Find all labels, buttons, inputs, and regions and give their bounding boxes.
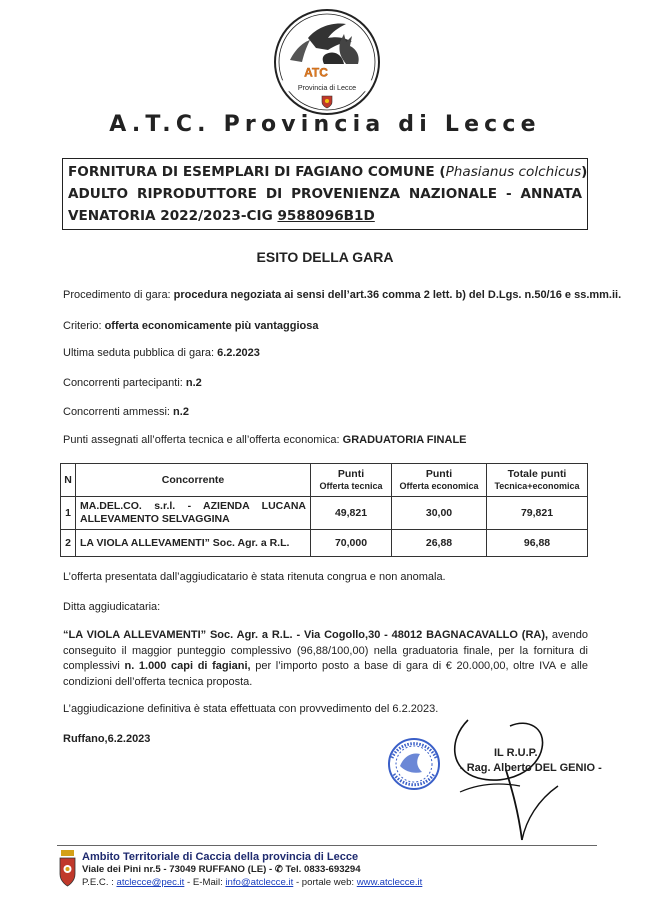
- footer-address: Viale dei Pini nr.5 - 73049 RUFFANO (LE) - ✆ Tel. 0833-693294: [82, 864, 361, 875]
- web-label: - portale web:: [293, 877, 357, 888]
- row-n: 1: [61, 497, 76, 530]
- field-participants: [63, 377, 202, 389]
- header-econ-sub: Offerta economica: [399, 481, 479, 491]
- field-value: procedura negoziata ai sensi dell’art.36 comma 2 lett. b) del D.Lgs. n.50/16 e ss.mm.ii.: [173, 289, 622, 301]
- header-tech: [311, 464, 392, 497]
- table-header-row: [61, 464, 588, 497]
- field-value: n.2: [185, 377, 202, 389]
- website-link[interactable]: www.atclecce.it: [356, 877, 423, 888]
- winner-company: “LA VIOLA ALLEVAMENTI” Soc. Agr. a R.L. - Via Cogollo,30 - 48012 BAGNACAVALLO (RA),: [63, 629, 549, 641]
- province-emblem-icon: [58, 850, 77, 888]
- header-tech-top: Punti: [337, 468, 365, 480]
- field-value: offerta economicamente più vantaggiosa: [104, 320, 319, 332]
- pec-label: P.E.C. :: [82, 877, 117, 888]
- logo-caption-text: Provincia di Lecce: [297, 83, 357, 92]
- field-admitted: [63, 406, 189, 418]
- row-competitor-line-2: ALLEVAMENTO SELVAGGINA: [80, 513, 230, 525]
- row-competitor: [76, 497, 311, 530]
- row-tech: 49,821: [311, 497, 392, 530]
- header-competitor: Concorrente: [76, 464, 311, 497]
- subject-box: [62, 158, 588, 230]
- place-date: Ruffano,6.2.2023: [63, 733, 151, 745]
- row-econ: 30,00: [392, 497, 487, 530]
- field-label: Concorrenti partecipanti:: [63, 377, 186, 389]
- result-heading: ESITO DELLA GARA: [256, 249, 394, 265]
- winner-quantity: n. 1.000 capi di fagiani,: [124, 660, 251, 672]
- field-last-session: [63, 347, 260, 359]
- header-total: [487, 464, 588, 497]
- header-econ-top: Punti: [425, 468, 453, 480]
- email-link[interactable]: info@atclecce.it: [225, 877, 294, 888]
- winner-line-3: [63, 659, 588, 675]
- official-stamp: [386, 736, 442, 792]
- subject-line-3-text: VENATORIA 2022/2023-CIG: [68, 208, 278, 224]
- row-econ: 26,88: [392, 530, 487, 557]
- field-criterion: [63, 320, 319, 332]
- handwritten-signature: [438, 700, 588, 850]
- footer-organization: Ambito Territoriale di Caccia della provincia di Lecce: [82, 851, 359, 863]
- winner-label: Ditta aggiudicataria:: [63, 601, 161, 613]
- header-econ: [392, 464, 487, 497]
- ranking-table: [60, 463, 588, 557]
- row-n: 2: [61, 530, 76, 557]
- species-name: Phasianus colchicus: [445, 164, 582, 180]
- footer-contacts: [82, 877, 422, 888]
- field-label: Ultima seduta pubblica di gara:: [63, 347, 218, 359]
- winner-paragraph: [63, 628, 588, 690]
- header-total-top: Totale punti: [507, 468, 567, 480]
- field-procedure: [63, 289, 621, 301]
- footer-divider: [57, 845, 597, 846]
- subject-line-3: [68, 205, 582, 227]
- table-row: [61, 497, 588, 530]
- winner-line-1: [63, 628, 588, 644]
- header-n: N: [61, 464, 76, 497]
- subject-line-1-close: ): [581, 164, 588, 180]
- header-total-sub: Tecnica+economica: [494, 481, 580, 491]
- winner-line-4: condizioni dell’offerta tecnica proposta.: [63, 675, 253, 688]
- winner-line-3-pre: complessivi: [63, 660, 125, 672]
- row-tech: 70,000: [311, 530, 392, 557]
- rup-name: - Rag. Alberto DEL GENIO -: [460, 762, 602, 774]
- field-label: Criterio:: [63, 320, 105, 332]
- field-label: Concorrenti ammessi:: [63, 406, 174, 418]
- atc-logo: [268, 8, 386, 116]
- field-value: 6.2.2023: [217, 347, 260, 359]
- header-tech-sub: Offerta tecnica: [319, 481, 383, 491]
- field-value: n.2: [173, 406, 189, 418]
- field-label: Procedimento di gara:: [63, 289, 174, 301]
- pec-link[interactable]: atclecce@pec.it: [116, 877, 185, 888]
- winner-line-1-tail: avendo: [548, 629, 588, 641]
- field-points: [63, 434, 467, 446]
- subject-line-2: ADULTO RIPRODUTTORE DI PROVENIENZA NAZIONALE - ANNATA: [68, 186, 582, 202]
- subject-line-1: [68, 161, 588, 183]
- logo-brand-text: ATC: [304, 65, 328, 80]
- field-value: GRADUATORIA FINALE: [342, 434, 467, 446]
- table-row: [61, 530, 588, 557]
- winner-line-2: conseguito il maggior punteggio complessivo (96,88/100,00) nella graduatoria finale, per la fornitura di: [63, 644, 588, 657]
- winner-line-3-post: per l’importo posto a base di gara di € 20.000,00, oltre IVA e alle: [250, 660, 588, 672]
- rup-label: IL R.U.P.: [494, 747, 538, 759]
- final-award-statement: L’aggiudicazione definitiva è stata effettuata con provvedimento del 6.2.2023.: [63, 703, 439, 715]
- row-competitor: LA VIOLA ALLEVAMENTI” Soc. Agr. a R.L.: [76, 530, 311, 557]
- row-competitor-line-1: MA.DEL.CO. s.r.l. - AZIENDA LUCANA: [80, 500, 306, 512]
- subject-line-1-text: FORNITURA DI ESEMPLARI DI FAGIANO COMUNE (: [68, 164, 446, 180]
- field-label: Punti assegnati all’offerta tecnica e all’offerta economica:: [63, 434, 343, 446]
- congruity-statement: L’offerta presentata dall’aggiudicatario è stata ritenuta congrua e non anomala.: [63, 571, 446, 583]
- cig-code: 9588096B1D: [277, 208, 375, 224]
- email-label: - E-Mail:: [184, 877, 226, 888]
- row-total: 79,821: [487, 497, 588, 530]
- organization-title: A.T.C. Provincia di Lecce: [109, 112, 541, 137]
- row-total: 96,88: [487, 530, 588, 557]
